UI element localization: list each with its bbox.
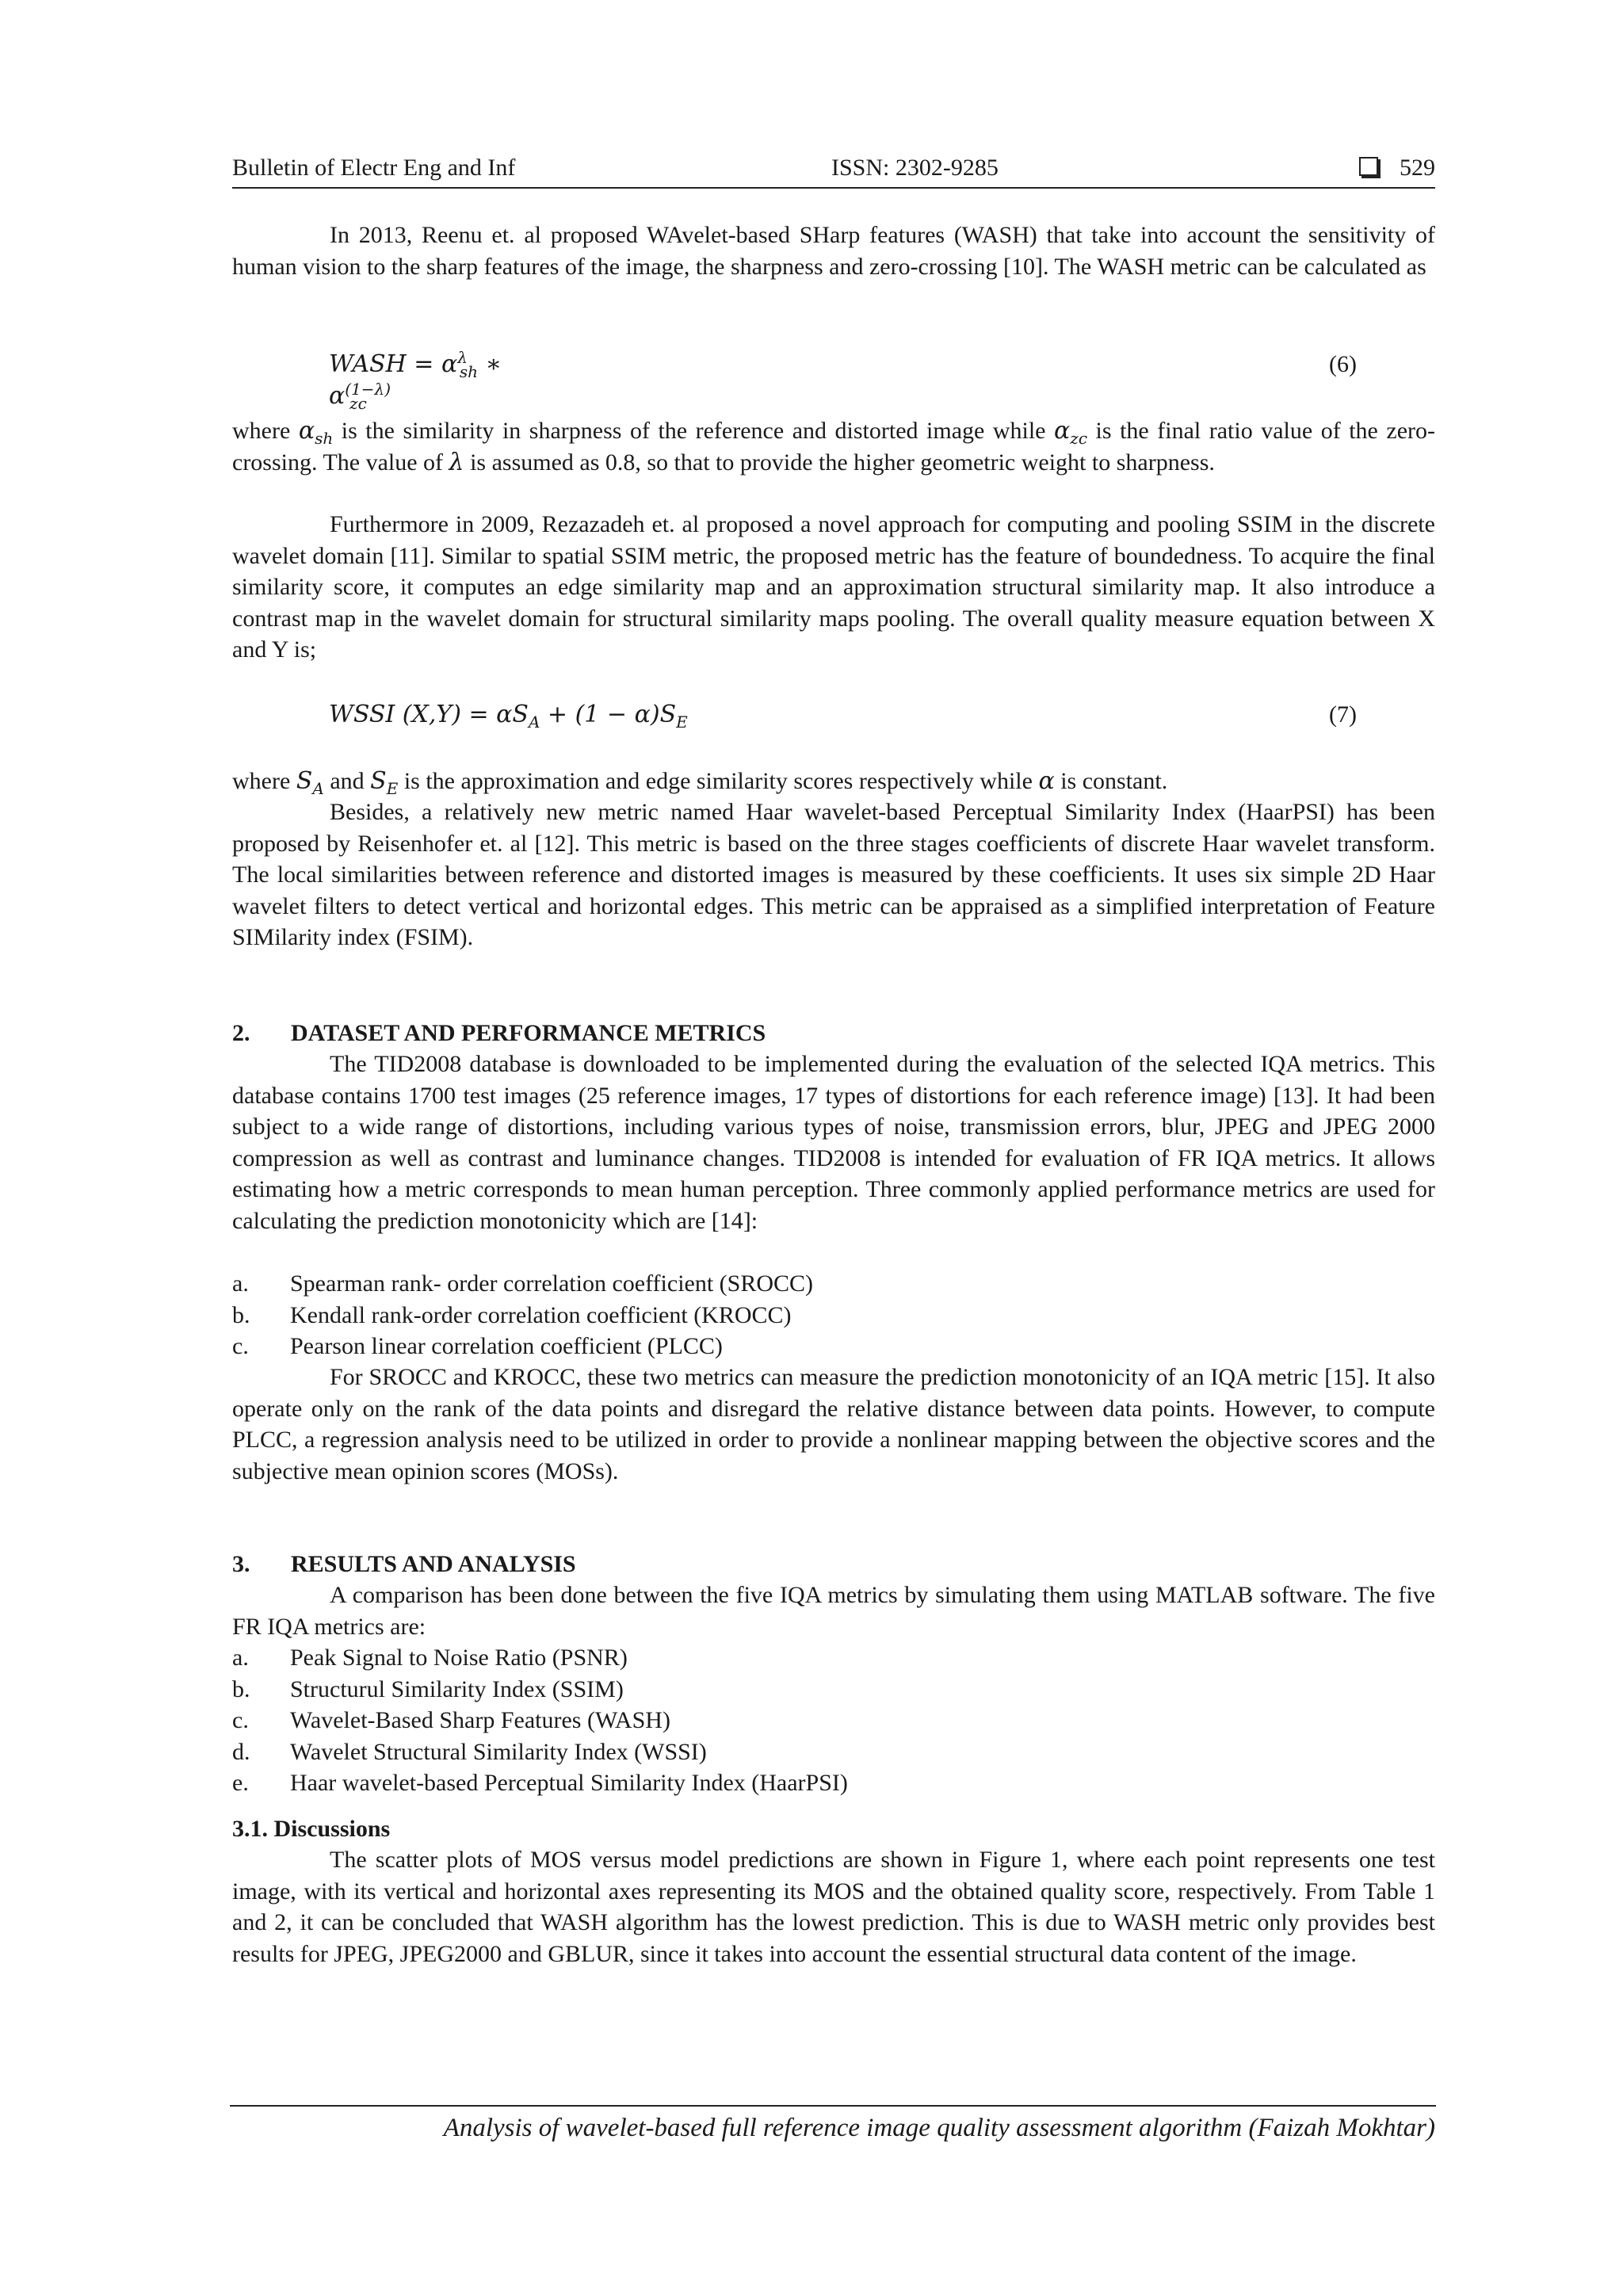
list-label: e. <box>232 1770 249 1796</box>
text-run: where <box>232 418 299 444</box>
equation-6-number: (6) <box>1329 351 1357 377</box>
iqa-metrics-list <box>232 1642 1435 1799</box>
section-3-title: RESULTS AND ANALYSIS <box>291 1551 576 1577</box>
text-run: where <box>232 768 296 794</box>
symbol-alpha: α <box>1038 767 1055 795</box>
journal-name: Bulletin of Electr Eng and Inf <box>232 155 516 181</box>
section-2-number: 2. <box>232 1020 250 1046</box>
issn: ISSN: 2302-9285 <box>831 155 999 181</box>
list-item <box>232 1331 1435 1362</box>
list-text: Wavelet Structural Similarity Index (WSSI) <box>290 1738 707 1765</box>
list-label: a. <box>232 1645 249 1671</box>
text-run: is the approximation and edge similarity scores respectively while <box>398 768 1039 794</box>
list-text: Haar wavelet-based Perceptual Similarity Index (HaarPSI) <box>290 1770 848 1796</box>
text-run: is the similarity in sharpness of the reference and distorted image while <box>333 418 1055 444</box>
section-3-heading <box>232 1549 576 1580</box>
symbol-lambda: λ <box>449 448 464 476</box>
page-header <box>232 152 1435 189</box>
section-3-number: 3. <box>232 1551 250 1577</box>
equation-7-mid: + (1 − α)S <box>540 701 677 728</box>
list-item <box>232 1674 1435 1706</box>
symbol-alpha-sh: $\alpha_{sh}$ <box>298 417 334 448</box>
paragraph-haarpsi: Besides, a relatively new metric named Haar wavelet-based Perceptual Similarity Index (HaarPSI) has been proposed by Reisenhofer et. al [12]. This metric is based on the three stages coefficients of discrete Haar wavelet transform. The local similarities between reference and distorted images is measured by these coefficients. It uses six simple 2D Haar wavelet filters to detect vertical and horizontal edges. This metric can be appraised as a simplified interpretation of Feature SIMilarity index (FSIM). <box>232 799 1435 950</box>
text-run: is the final ratio value of the zero-crossing. The value of <box>232 418 1435 476</box>
paragraph-results: A comparison has been done between the five IQA metrics by simulating them using MATLAB software. The five FR IQA metrics are: <box>232 1582 1435 1640</box>
text-run: is assumed as 0.8, so that to provide the higher geometric weight to sharpness. <box>464 449 1215 476</box>
equation-7-lhs: WSSI (X,Y) = αS <box>329 701 529 728</box>
paragraph-wash-intro: In 2013, Reenu et. al proposed WAvelet-based SHarp features (WASH) that take into account the sensitivity of human vision to the sharp features of the image, the sharpness and zero-crossing [10]. The WASH metric can be calculated as <box>232 222 1435 280</box>
paragraph-wssi: Furthermore in 2009, Rezazadeh et. al proposed a novel approach for computing and pooling SSIM in the discrete wavelet domain [11]. Similar to spatial SSIM metric, the proposed metric has the feature of boundedness. To acquire the final similarity score, it computes an edge similarity map and an approximation structural similarity map. It also introduce a contrast map in the wavelet domain for structural similarity maps pooling. The overall quality measure equation between X and Y is; <box>232 511 1435 663</box>
section-2-title: DATASET AND PERFORMANCE METRICS <box>291 1020 766 1046</box>
equation-7-number: (7) <box>1329 701 1357 728</box>
checkbox-square-icon <box>1359 157 1378 176</box>
list-text: Kendall rank-order correlation coefficient (KROCC) <box>290 1301 792 1328</box>
list-label: b. <box>232 1675 250 1702</box>
page-number: 529 <box>1400 155 1435 181</box>
page-footer: Analysis of wavelet-based full reference image quality assessment algorithm (Faizah Mokhtar) <box>443 2114 1435 2142</box>
list-text: Peak Signal to Noise Ratio (PSNR) <box>290 1645 628 1671</box>
list-label: b. <box>232 1301 250 1328</box>
list-item <box>232 1767 1435 1799</box>
list-label: a. <box>232 1270 249 1297</box>
symbol-s-e: $S_E$ <box>370 767 399 798</box>
list-text: Pearson linear correlation coefficient (PLCC) <box>290 1333 723 1359</box>
text-run: is constant. <box>1054 768 1168 794</box>
footer-divider <box>230 2105 1436 2107</box>
symbol-s-a: $S_A$ <box>296 767 324 798</box>
equation-7 <box>329 699 1357 734</box>
paragraph-wash-where <box>232 415 1435 478</box>
text-run: and <box>323 768 371 794</box>
list-label: d. <box>232 1738 250 1765</box>
list-item <box>232 1642 1435 1674</box>
list-item <box>232 1736 1435 1768</box>
list-text: Spearman rank- order correlation coefficient (SROCC) <box>290 1270 814 1297</box>
list-text: Wavelet-Based Sharp Features (WASH) <box>290 1707 670 1733</box>
paragraph-srocc: For SROCC and KROCC, these two metrics can measure the prediction monotonicity of an IQA metric [15]. It also operate only on the rank of the data points and disregard the relative distance between data points. However, to compute PLCC, a regression analysis need to be utilized in order to provide a nonlinear mapping between the objective scores and the subjective mean opinion scores (MOSs). <box>232 1364 1435 1484</box>
equation-7-body: WSSI $(X,Y) = \alpha S_A + (1 - \alpha)S_E$ <box>329 701 688 732</box>
list-item <box>232 1300 1435 1331</box>
performance-metrics-list <box>232 1268 1435 1362</box>
symbol-alpha-zc: $\alpha_{zc}$ <box>1054 417 1088 448</box>
subsection-3-1-heading: 3.1. Discussions <box>232 1816 391 1842</box>
list-text: Structurul Similarity Index (SSIM) <box>290 1675 624 1702</box>
equation-6 <box>329 348 1357 413</box>
paragraph-wssi-where <box>232 766 1435 797</box>
list-label: c. <box>232 1707 249 1733</box>
paragraph-discussions: The scatter plots of MOS versus model predictions are shown in Figure 1, where each point represents one test image, with its vertical and horizontal axes representing its MOS and the obtained quality score, respectively. From Table 1 and 2, it can be concluded that WASH algorithm has the lowest prediction. This is due to WASH metric only provides best results for JPEG, JPEG2000 and GBLUR, since it takes into account the essential structural data content of the image. <box>232 1847 1435 1967</box>
equation-6-lhs: WASH = <box>329 350 441 378</box>
equation-6-body: WASH = $\alpha^\lambda_{sh}$ ∗ $\alpha^{(1-\lambda)}_{zc}$ <box>329 348 502 413</box>
paragraph-dataset: The TID2008 database is downloaded to be implemented during the evaluation of the selected IQA metrics. This database contains 1700 test images (25 reference images, 17 types of distortions for each reference image) [13]. It had been subject to a wide range of distortions, including various types of noise, transmission errors, blur, JPEG and JPEG 2000 compression as well as contrast and luminance changes. TID2008 is intended for evaluation of FR IQA metrics. It allows estimating how a metric corresponds to mean human perception. Three commonly applied performance metrics are used for calculating the prediction monotonicity which are [14]: <box>232 1051 1435 1234</box>
list-item <box>232 1705 1435 1736</box>
list-item <box>232 1268 1435 1300</box>
section-2-heading <box>232 1018 766 1049</box>
list-label: c. <box>232 1333 249 1359</box>
